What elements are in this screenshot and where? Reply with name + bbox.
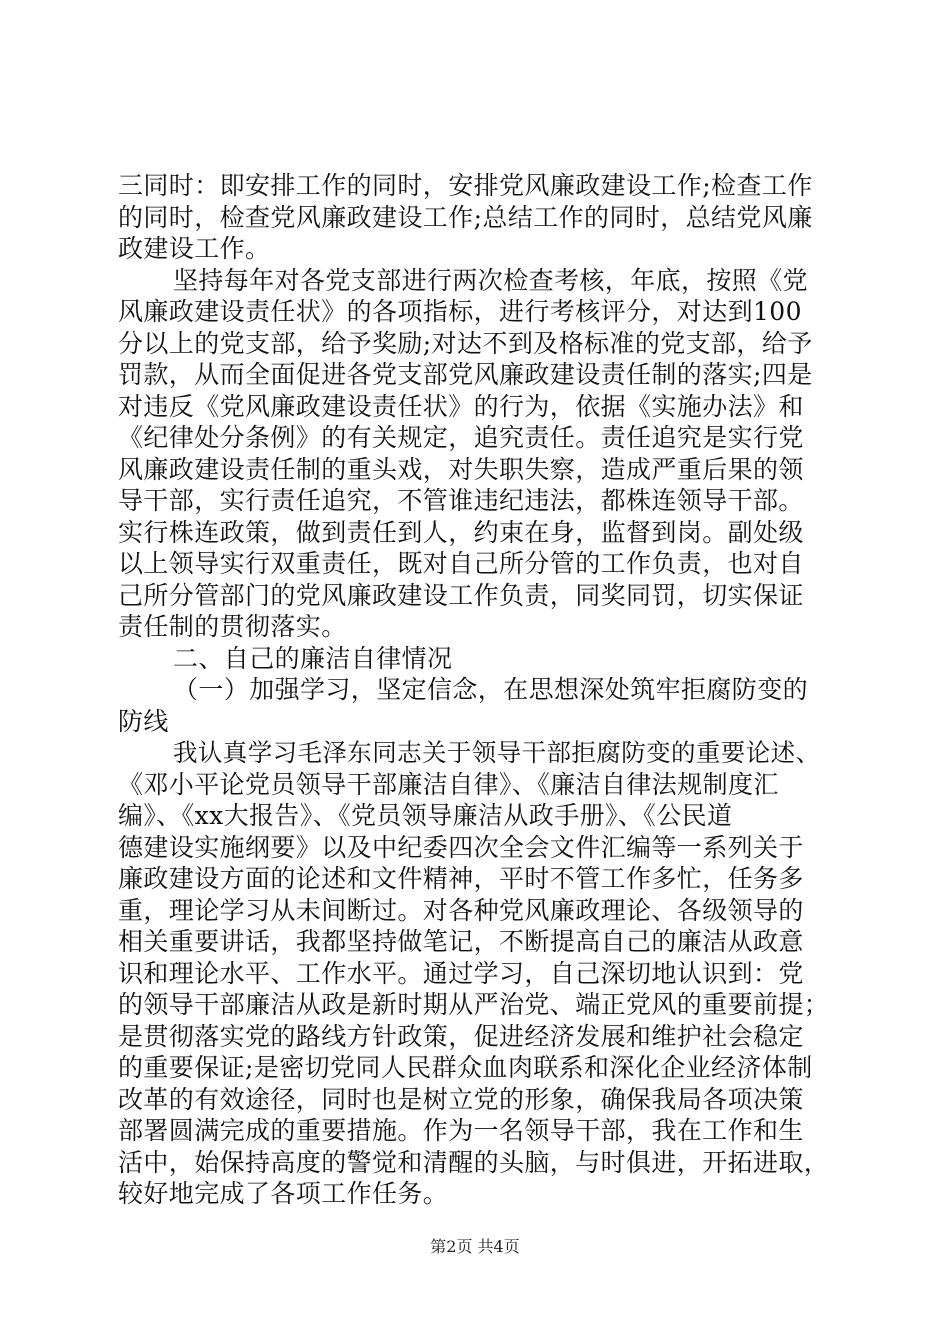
text-line: 部署圆满完成的重要措施。作为一名领导干部，我在工作和生	[118, 1116, 804, 1145]
text-line: 较好地完成了各项工作任务。	[118, 1179, 449, 1208]
text-line: 防线	[118, 706, 169, 736]
text-line: 廉政建设方面的论述和文件精神，平时不管工作多忙，任务多	[118, 864, 804, 893]
text-line: 改革的有效途径，同时也是树立党的形象，确保我局各项决策	[118, 1084, 804, 1114]
text-line: 风廉政建设责任制的重头戏，对失职失察，造成严重后果的领	[118, 454, 804, 484]
text-line: 以上领导实行双重责任，既对自己所分管的工作负责，也对自	[118, 549, 804, 578]
text-line: 己所分管部门的党风廉政建设工作负责，同奖同罚，切实保证	[118, 580, 804, 610]
text-line: （一）加强学习，坚定信念，在思想深处筑牢拒腐防变的	[173, 675, 809, 704]
text-line: 政建设工作。	[118, 234, 271, 263]
text-line: 我认真学习毛泽东同志关于领导干部拒腐防变的重要论述、	[173, 738, 821, 767]
text-line: 编》、《xx大报告》、《党员领导廉洁从政手册》、《公民道	[118, 801, 733, 830]
text-line: 实行株连政策，做到责任到人，约束在身，监督到岗。副处级	[118, 517, 804, 547]
text-line: 《纪律处分条例》的有关规定，追究责任。责任追究是实行党	[118, 423, 804, 452]
text-line: 坚持每年对各党支部进行两次检查考核，年底，按照《党	[173, 265, 809, 295]
text-line: 活中，始保持高度的警觉和清醒的头脑，与时俱进，开拓进取，	[118, 1147, 830, 1177]
text-line: 《邓小平论党员领导干部廉洁自律》、《廉洁自律法规制度汇	[118, 769, 779, 799]
text-line: 是贯彻落实党的路线方针政策，促进经济发展和维护社会稳定	[118, 1021, 804, 1051]
text-line: 三同时：即安排工作的同时，安排党风廉政建设工作;检查工作	[118, 171, 813, 200]
document-body	[118, 170, 830, 1210]
text-line: 的重要保证;是密切党同人民群众血肉联系和深化企业经济体制	[118, 1053, 813, 1082]
text-line: 分以上的党支部，给予奖励;对达不到及格标准的党支部，给予	[118, 328, 813, 358]
text-line: 的同时，检查党风廉政建设工作;总结工作的同时，总结党风廉	[118, 202, 813, 232]
text-line: 识和理论水平、工作水平。通过学习，自己深切地认识到：党	[118, 958, 804, 988]
text-line: 责任制的贯彻落实。	[118, 612, 347, 641]
text-line: 对违反《党风廉政建设责任状》的行为，依据《实施办法》和	[118, 391, 804, 421]
text-line: 风廉政建设责任状》的各项指标，进行考核评分，对达到100	[118, 297, 802, 326]
text-line: 二、自己的廉洁自律情况	[173, 643, 453, 673]
text-line: 相关重要讲话，我都坚持做笔记，不断提高自己的廉洁从政意	[118, 927, 804, 956]
text-line: 罚款，从而全面促进各党支部党风廉政建设责任制的落实;四是	[118, 360, 813, 389]
text-line: 德建设实施纲要》以及中纪委四次全会文件汇编等一系列关于	[118, 832, 804, 862]
text-line: 的领导干部廉洁从政是新时期从严治党、端正党风的重要前提；	[118, 990, 830, 1019]
text-line: 导干部，实行责任追究，不管谁违纪违法，都株连领导干部。	[118, 486, 804, 515]
text-line: 重，理论学习从未间断过。对各种党风廉政理论、各级领导的	[118, 895, 804, 925]
page-footer: 第2页 共4页	[430, 1237, 520, 1256]
